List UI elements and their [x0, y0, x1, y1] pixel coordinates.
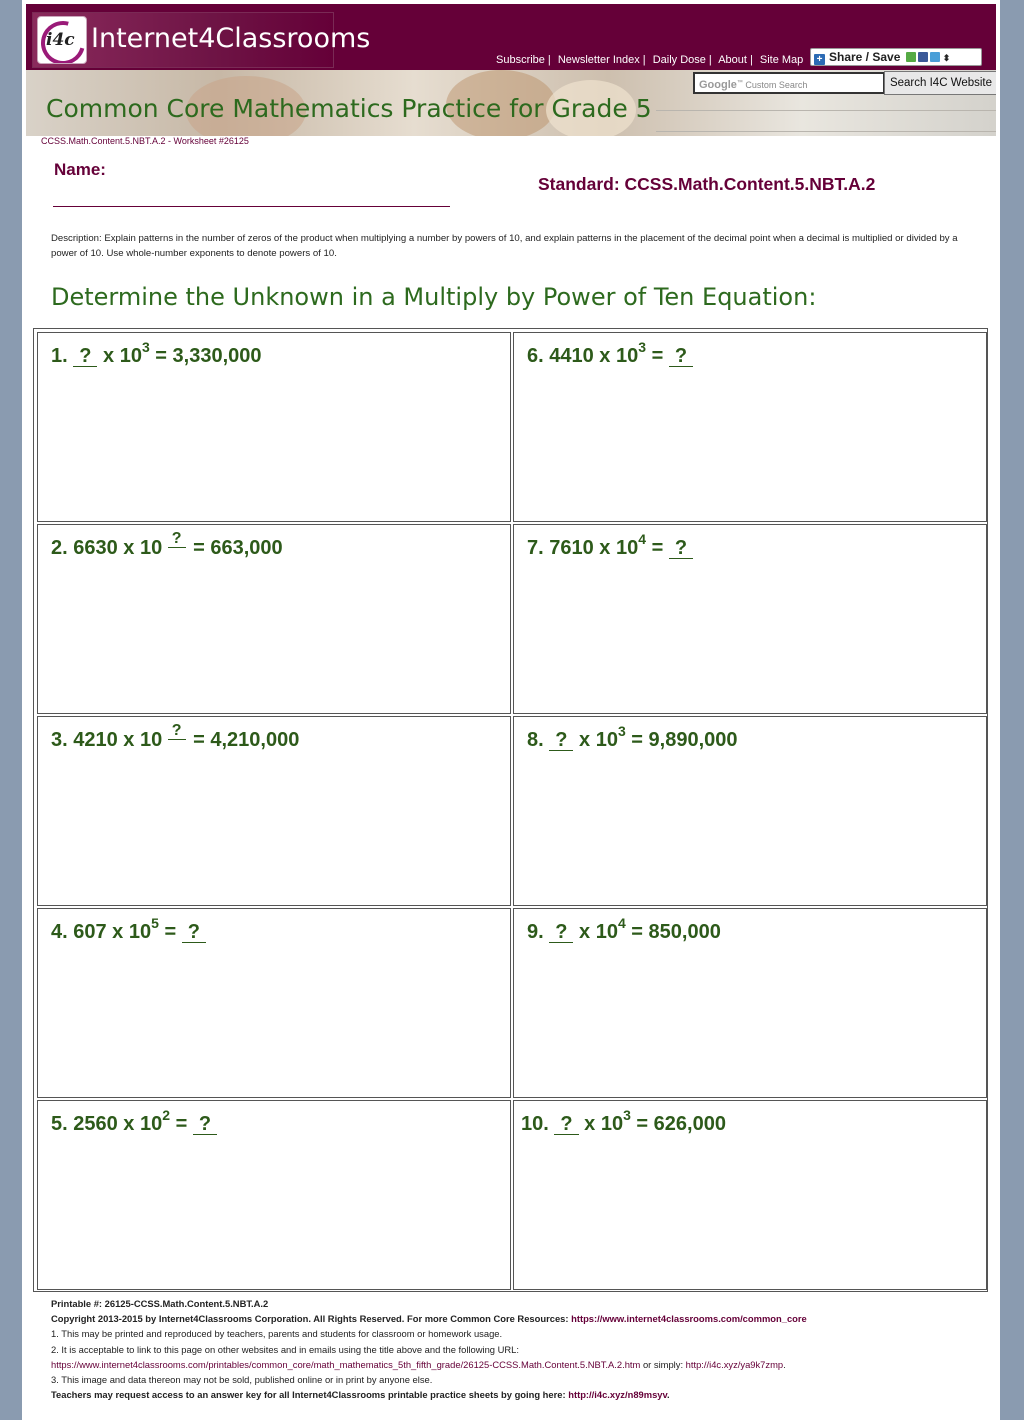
short-url-link[interactable]: http://i4c.xyz/ya9k7zmp: [685, 1358, 784, 1370]
problem-9: 9. ? x $10^4 = 850,000$: [527, 915, 721, 943]
google-logo: Google: [699, 79, 737, 91]
search-placeholder: Custom Search: [745, 80, 808, 90]
name-line: [53, 206, 450, 207]
nav-separator: |: [708, 54, 712, 66]
footer: [51, 1296, 981, 1402]
problem-grid: [33, 328, 988, 1292]
problem-3: 3. 4210 x 10 ? = 4,210,000: [51, 722, 300, 751]
problem-cell-2: [37, 524, 511, 714]
problem-cell-1: [37, 332, 511, 522]
teachers-note: Teachers may request access to an answer key for all Internet4Classrooms printable practice sheets by going here: http://i4c.xyz/n89msyv.: [51, 1389, 670, 1401]
answer-blank: ?: [669, 346, 693, 367]
problem-cell-4: [37, 908, 511, 1098]
exponent-blank: ?: [168, 531, 186, 548]
answer-blank: ?: [554, 1114, 578, 1135]
problem-10: 10. ? x $10^3 = 626,000$: [521, 1107, 726, 1135]
answer-blank: ?: [549, 730, 573, 751]
problem-1: 1. ? x $10^3 = 3,330,000$: [51, 339, 262, 367]
page-title: Common Core Mathematics Practice for Grade 5: [46, 94, 652, 123]
nav-daily-dose[interactable]: Daily Dose: [652, 54, 706, 66]
twitter-icon[interactable]: [930, 52, 940, 62]
problem-2: 2. 6630 x 10 ? = 663,000: [51, 530, 283, 559]
problem-7: 7. 7610 x $10^4$ = ?: [527, 537, 693, 560]
banner-image: [26, 70, 996, 136]
common-core-link[interactable]: https://www.internet4classrooms.com/common_core: [571, 1313, 807, 1325]
note-1: 1. This may be printed and reproduced by teachers, parents and students for classroom or homework usage.: [51, 1328, 503, 1340]
note-2-urls: https://www.internet4classrooms.com/printables/common_core/math_mathematics_5th_fifth_grade/26125-CCSS.Math.Content.5.NBT.A.2.htm or simply: http://i4c.xyz/ya9k7zmp.: [51, 1358, 786, 1370]
exponent-blank: ?: [168, 723, 186, 740]
answer-blank: ?: [182, 922, 206, 943]
note-3: 3. This image and data thereon may not be sold, published online or in print by anyone else.: [51, 1374, 433, 1386]
answer-blank: ?: [73, 346, 97, 367]
problem-cell-5: [37, 1100, 511, 1290]
problem-cell-9: [513, 908, 987, 1098]
printable-number: Printable #: 26125-CCSS.Math.Content.5.NBT.A.2: [51, 1298, 269, 1309]
search-input[interactable]: Google™ Custom Search: [693, 72, 885, 94]
problem-5: 5. 2560 x $10^2$ = ?: [51, 1113, 217, 1136]
answer-key-link[interactable]: http://i4c.xyz/n89msyv: [568, 1389, 668, 1401]
top-nav: [496, 54, 803, 66]
problem-cell-8: [513, 716, 987, 906]
problem-8: 8. ? x $10^3 = 9,890,000$: [527, 723, 738, 751]
nav-separator: |: [749, 54, 753, 66]
answer-blank: ?: [193, 1114, 217, 1135]
i4c-logo-icon: i4c: [37, 16, 87, 64]
share-label: Share / Save: [829, 50, 901, 64]
facebook-icon[interactable]: [918, 52, 928, 62]
problem-cell-6: [513, 332, 987, 522]
page: [22, 0, 1000, 1420]
note-2: 2. It is acceptable to link to this page on other websites and in emails using the title above and the following URL:: [51, 1343, 519, 1355]
problem-6: 6. 4410 x $10^3$ = ?: [527, 345, 693, 368]
nav-newsletter-index[interactable]: Newsletter Index: [557, 54, 640, 66]
site-logo[interactable]: [32, 12, 371, 68]
nav-separator: |: [547, 54, 551, 66]
share-save-button[interactable]: [810, 48, 982, 66]
problem-4: 4. 607 x $10^5$ = ?: [51, 921, 206, 944]
description: Description: Explain patterns in the number of zeros of the product when multiplying a number by powers of 10, and explain patterns in the placement of the decimal point when a decimal is multiplied or divided by a power of 10. Use whole-number exponents to denote powers of 10.: [51, 233, 958, 259]
section-heading: Determine the Unknown in a Multiply by Power of Ten Equation:: [51, 283, 817, 311]
answer-blank: ?: [549, 922, 573, 943]
expand-arrows-icon[interactable]: ⬍: [942, 53, 951, 63]
problem-cell-3: [37, 716, 511, 906]
nav-subscribe[interactable]: Subscribe: [496, 54, 545, 66]
share-plus-icon: +: [814, 54, 825, 65]
problem-cell-7: [513, 524, 987, 714]
standard-label: Standard: CCSS.Math.Content.5.NBT.A.2: [538, 174, 876, 194]
search-button[interactable]: Search I4C Website: [884, 71, 996, 95]
nav-site-map[interactable]: Site Map: [759, 54, 804, 66]
problem-cell-10: [513, 1100, 987, 1290]
nav-separator: |: [642, 54, 646, 66]
breadcrumb: CCSS.Math.Content.5.NBT.A.2 - Worksheet #26125: [41, 136, 249, 146]
logo-text: Internet4Classrooms: [91, 23, 371, 54]
copyright: Copyright 2013-2015 by Internet4Classrooms Corporation. All Rights Reserved. For more Common Core Resources: https://www.internet4classrooms.com/common_core: [51, 1313, 807, 1325]
name-label: Name:: [54, 160, 106, 179]
nav-about[interactable]: About: [718, 54, 747, 66]
worksheet-url-link[interactable]: https://www.internet4classrooms.com/printables/common_core/math_mathematics_5th_fifth_grade/26125-CCSS.Math.Content.5.NBT.A.2.htm: [51, 1358, 641, 1370]
answer-blank: ?: [669, 538, 693, 559]
site-header: [26, 4, 996, 70]
email-share-icon[interactable]: [906, 52, 916, 62]
